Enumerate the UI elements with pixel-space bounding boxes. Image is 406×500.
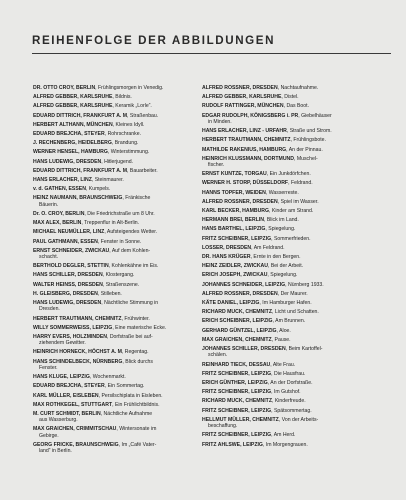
- work-title: Alte Frau.: [272, 361, 296, 368]
- list-item: MAX GRAICHEN, CRIMMITSCHAU, Wintersonate im Gebirge.: [33, 426, 209, 439]
- list-item: KARL MÜLLER, EISLEBEN, Persilschiplata in Eisleben.: [33, 392, 163, 399]
- work-title: Ein Frühlichtbildnis.: [114, 401, 160, 408]
- list-item: HANS LUDEWIG, DRESDEN, Hitlerjugend.: [33, 158, 133, 165]
- list-item: BERTHOLD DEGLER, STETTIN, Kohlenkähne im Eis.: [33, 263, 159, 270]
- list-item: ERICH GÜNTHER, LEIPZIG, An der Dorfstraße.: [202, 379, 313, 386]
- work-title: Klostergang.: [105, 272, 135, 279]
- list-item: EDGAR RUDOLPH, KÖNIGSBERG i. PR, Giebelhäuser in Minden.: [202, 113, 378, 126]
- list-item: WILLY SOMMERWEISS, LEIPZIG, Eine materische Ecke.: [33, 324, 167, 331]
- work-title: Im „Café Vater-: [121, 441, 157, 448]
- list-item: LOSSER, DRESDEN, Am Feldrand.: [202, 244, 285, 251]
- list-item: FRITZ SCHEIBNER, LEIPZIG, Im Gutshof.: [202, 389, 301, 396]
- work-title: Steinmaurer.: [94, 177, 124, 184]
- list-item: PAUL GATHMANN, ESSEN, Fenster in Sonne.: [33, 238, 142, 245]
- work-title: Im Gutshof.: [273, 389, 301, 396]
- work-title: Spiegelung.: [270, 272, 298, 279]
- work-title: Spätsommertag.: [273, 407, 312, 414]
- photographer-name: EDUARD BREJCHA, STEYER: [33, 131, 105, 138]
- photographer-name: ALFRED ROSSNER, DRESDEN: [202, 85, 278, 91]
- list-item: HEINRICH KLUSSMANN, DORTMUND, Muschel- fischer.: [202, 156, 378, 169]
- work-title: Straße und Strom.: [289, 128, 332, 135]
- work-title: Licht und Schatten.: [274, 309, 319, 316]
- work-title-continuation: aus Wasserburg.: [39, 417, 78, 424]
- list-item: ERICH SCHEIBNER, LEIPZIG, Am Brunnen.: [202, 318, 306, 325]
- photographer-name: DR. OTTO CROY, BERLIN: [33, 85, 96, 91]
- work-title: Rohrschranke.: [107, 131, 141, 138]
- photographer-name: RICHARD MUCK, CHEMNITZ: [202, 398, 272, 405]
- photographer-name: HANS SCHILLER, DRESDEN: [33, 272, 103, 279]
- photographer-name: EDUARD DITTRICH, FRANKFURT A. M: [33, 167, 128, 174]
- work-title: Treppenflur in Alt-Berlin.: [84, 220, 140, 227]
- work-title: Die Friedrichstraße um 8 Uhr.: [87, 210, 155, 217]
- list-item: HANS BARTHEL, LEIPZIG, Spiegelung.: [202, 226, 296, 233]
- work-title: Wintersonate im: [119, 426, 157, 433]
- work-title: Keramik „Lorle“.: [115, 103, 152, 110]
- photographer-name: M. CURT SCHMIDT, BERLIN: [33, 410, 101, 417]
- list-item: HEINRICH HORNECK, HÖCHST A. M, Regentag.: [33, 349, 149, 356]
- work-title-continuation: in Minden.: [208, 118, 232, 125]
- photographer-name: FRITZ SCHEIBNER, LEIPZIG: [202, 389, 272, 396]
- photographer-name: HANNS TOPFER, WEIDEN: [202, 189, 266, 196]
- work-title: Dorfstraße bei auf-: [109, 333, 153, 340]
- work-title: Nachtaufnahme.: [280, 85, 319, 91]
- work-title-continuation: Bäuerin.: [39, 201, 59, 208]
- work-title: Nürnberg 1933.: [287, 281, 324, 288]
- photographer-name: ERNST SCHNEIDER, ZWICKAU: [33, 247, 110, 254]
- photographer-name: v. d. GATHEN, ESSEN: [33, 186, 86, 193]
- work-title: Frühlingsmorgen in Venedig.: [98, 85, 164, 91]
- list-item: HERBERT ALTHANN, MÜNCHEN, Kleines Idyll.: [33, 121, 145, 128]
- photographer-name: WILLY SOMMERWEISS, LEIPZIG: [33, 324, 113, 331]
- work-title-continuation: Fenster.: [39, 364, 58, 371]
- photographer-name: KARL BECKER, HAMBURG: [202, 208, 270, 215]
- list-item: MAX ROTHKEGEL, STUTTGART, Ein Frühlichtbildnis.: [33, 401, 160, 408]
- list-item: ERNST SCHNEIDER, ZWICKAU, Auf dem Kohlen- schacht.: [33, 248, 209, 261]
- list-item: GEORG FRICKE, BRAUNSCHWEIG, Im „Café Vater- land“ in Berlin.: [33, 442, 209, 455]
- photographer-name: FRITZ SCHEIBNER, LEIPZIG: [202, 407, 272, 414]
- work-title-continuation: Gebirge.: [39, 432, 59, 439]
- work-title: Persilschiplata in Eisleben.: [101, 392, 163, 399]
- work-title: Aufsteigendes Wetter.: [106, 229, 158, 236]
- photographer-name: H. GLEISBERG, DRESDEN: [33, 290, 98, 297]
- list-item: MICHAEL NEUMÜLLER, LINZ, Aufsteigendes Wetter.: [33, 229, 158, 236]
- list-item: FRITZ SCHEIBNER, LEIPZIG, Am Herd.: [202, 432, 296, 439]
- photographer-name: GEORG FRICKE, BRAUNSCHWEIG: [33, 441, 119, 448]
- photographer-name: HANS ERLACHER, LINZ - URFAHR: [202, 128, 287, 135]
- work-title: Stilleben.: [100, 290, 122, 297]
- work-title: Bauarbeiter.: [129, 167, 158, 174]
- work-title-continuation: schälen.: [208, 352, 228, 359]
- work-title: Ernte in den Bergen.: [253, 254, 301, 261]
- list-item: MAX GRAICHEN, CHEMNITZ, Pause.: [202, 336, 291, 343]
- photographer-name: WALTER HEINSS, DRESDEN: [33, 281, 103, 288]
- work-title: Bildnis.: [115, 94, 132, 101]
- photographer-name: RUDOLF RATTINGER, MÜNCHEN: [202, 103, 284, 110]
- work-title: Bei der Arbeit.: [270, 263, 304, 270]
- list-item: HANS LUDEWIG, DRESDEN, Nächtliche Stimmung in Dresden.: [33, 300, 209, 313]
- list-item: HANS SCHINDELBECK, NÜRNBERG, Blick durchs Fenster.: [33, 359, 209, 372]
- list-item: FRITZ AHLSWE, LEIPZIG, Im Morgengrauen.: [202, 441, 308, 448]
- photographer-name: DR. HANS KRÜGER: [202, 254, 251, 261]
- list-item: HELLMUT MÜLLER, CHEMNITZ, Von der Arbeits- beschaffung.: [202, 417, 378, 430]
- work-title: Muschel-: [296, 155, 318, 162]
- photographer-name: HANS KLUGE, LEIPZIG: [33, 374, 90, 381]
- work-title: Auf dem Kohlen-: [111, 247, 151, 254]
- list-item: EDUARD DITTRICH, FRANKFURT A. M, Bauarbeiter.: [33, 167, 158, 174]
- work-title: Regentag.: [124, 349, 149, 356]
- work-title: Spiel im Wasser.: [280, 198, 319, 205]
- list-item: FRITZ SCHEIBNER, LEIPZIG, Spätsommertag.: [202, 407, 312, 414]
- list-item: HEINZ NAUMANN, BRAUNSCHWEIG, Fränkische Bäuerin.: [33, 195, 209, 208]
- list-item: FRITZ SCHEIBNER, LEIPZIG, Die Hausfrau.: [202, 370, 306, 377]
- work-title: Das Boot.: [286, 103, 310, 110]
- work-title: Hitlerjugend.: [104, 158, 133, 165]
- list-item: HEINZ ZEIDLER, ZWICKAU, Bei der Arbeit.: [202, 263, 304, 270]
- photographer-name: HELLMUT MÜLLER, CHEMNITZ: [202, 416, 279, 423]
- work-title: Giebelhäuser: [301, 112, 332, 119]
- work-title: Am Herd.: [273, 432, 296, 439]
- photographer-name: MAX GRAICHEN, CHEMNITZ: [202, 336, 272, 343]
- work-title: Nächtliche Aufnahme: [103, 410, 153, 417]
- work-title: Sommerfrieden.: [273, 235, 311, 242]
- work-title: Eine materische Ecke.: [115, 324, 167, 331]
- work-title: Beim Kartoffel-: [288, 346, 323, 353]
- list-item: WALTER HEINSS, DRESDEN, Straßenszene.: [33, 281, 140, 288]
- work-title: Ein Sommertag.: [107, 383, 145, 390]
- photographer-name: REINHARD TIECK, DESSAU: [202, 361, 271, 368]
- photographer-name: HANS BARTHEL, LEIPZIG: [202, 226, 266, 233]
- list-item: EDUARD BREJCHA, STEYER, Rohrschranke.: [33, 131, 141, 138]
- list-item: M. CURT SCHMIDT, BERLIN, Nächtliche Aufnahme aus Wasserburg.: [33, 411, 209, 424]
- work-title: Frühwinter.: [124, 315, 150, 322]
- work-title: Wochenmarkt.: [92, 374, 126, 381]
- photographer-name: HERBERT TRAUTMANN, CHEMNITZ: [33, 315, 122, 322]
- list-item: RICHARD MUCK, CHEMNITZ, Licht und Schatten.: [202, 309, 319, 316]
- list-item: J. RECHENBERG, HEIDELBERG, Brandung.: [33, 140, 139, 147]
- photographer-name: HERMANN BREI, BERLIN: [202, 217, 264, 224]
- work-title: Am Brunnen.: [275, 318, 306, 325]
- photographer-name: ERICH SCHEIBNER, LEIPZIG: [202, 318, 273, 325]
- list-item: HANS SCHILLER, DRESDEN, Klostergang.: [33, 272, 135, 279]
- work-title: Fenster in Sonne.: [100, 238, 142, 245]
- work-title: Wasserreste.: [268, 189, 299, 196]
- list-item: H. GLEISBERG, DRESDEN, Stilleben.: [33, 290, 122, 297]
- list-item: JOHANNES SCHNEIDER, LEIPZIG, Nürnberg 1933.: [202, 281, 324, 288]
- photographer-name: PAUL GATHMANN, ESSEN: [33, 238, 98, 245]
- photographer-name: FRITZ AHLSWE, LEIPZIG: [202, 441, 263, 448]
- list-item: ALFRED ROSSNER, DRESDEN, Der Maurer.: [202, 290, 308, 297]
- work-title: Feldrand.: [290, 180, 313, 187]
- work-title: An der Pinnau.: [288, 146, 323, 153]
- left-column: [33, 85, 209, 457]
- photographer-name: FRITZ SCHEIBNER, LEIPZIG: [202, 235, 272, 242]
- photographer-name: KARL MÜLLER, EISLEBEN: [33, 392, 99, 399]
- list-item: DR. OTTO CROY, BERLIN, Frühlingsmorgen in Venedig.: [33, 85, 164, 91]
- work-title: Die Hausfrau.: [273, 370, 306, 377]
- photographer-name: FRITZ SCHEIBNER, LEIPZIG: [202, 432, 272, 439]
- list-item: HERBERT TRAUTMANN, CHEMNITZ, Frühlingsbote.: [202, 137, 326, 144]
- list-item: EDUARD BREJCHA, STEYER, Ein Sommertag.: [33, 383, 145, 390]
- list-item: HARRY EVERS, HOLZMINDEN, Dorfstraße bei auf- ziehendem Gewitter.: [33, 334, 209, 347]
- work-title: Winterstimmung.: [110, 149, 150, 156]
- work-title: Kohlenkähne im Eis.: [111, 263, 159, 270]
- photographer-name: MAX ROTHKEGEL, STUTTGART: [33, 401, 113, 408]
- photographer-name: ALFRED GEBBER, KARLSRUHE: [33, 103, 113, 110]
- photographer-name: HANS ERLACHER, LINZ: [33, 177, 92, 184]
- list-item: ALFRED ROSSNER, DRESDEN, Spiel im Wasser.: [202, 198, 319, 205]
- photographer-name: ERICH GÜNTHER, LEIPZIG: [202, 379, 268, 386]
- work-title: Frühlingsbote.: [293, 137, 326, 144]
- photographer-name: HARRY EVERS, HOLZMINDEN: [33, 333, 107, 340]
- work-title: Kumpels.: [88, 186, 111, 193]
- list-item: RICHARD MUCK, CHEMNITZ, Kinderfreude.: [202, 398, 306, 405]
- work-title: Pause.: [274, 336, 291, 343]
- photographer-name: HANS SCHINDELBECK, NÜRNBERG: [33, 358, 123, 365]
- work-title: Distel.: [284, 94, 299, 101]
- photographer-name: J. RECHENBERG, HEIDELBERG: [33, 140, 112, 147]
- photographer-name: WERNER H. STORP, DÜSSELDORF: [202, 180, 289, 187]
- photographer-name: HANS LUDEWIG, DRESDEN: [33, 300, 102, 307]
- list-item: HERMANN BREI, BERLIN, Blick im Land.: [202, 217, 299, 224]
- work-title-continuation: schacht.: [39, 254, 59, 261]
- photographer-name: MAX ALEX, BERLIN: [33, 220, 82, 227]
- work-title: Im Hamburger Hafen.: [262, 300, 312, 307]
- list-item: ALFRED GEBBER, KARLSRUHE, Keramik „Lorle“.: [33, 103, 152, 110]
- work-title: Fränkische: [125, 195, 151, 202]
- page-title: REIHENFOLGE DER ABBILDUNGEN: [32, 34, 276, 47]
- photographer-name: HEINZ ZEIDLER, ZWICKAU: [202, 263, 268, 270]
- work-title-continuation: land“ in Berlin.: [39, 448, 72, 455]
- photographer-name: HERBERT TRAUTMANN, CHEMNITZ: [202, 137, 291, 144]
- work-title: Kinderfreude.: [274, 398, 306, 405]
- photographer-name: ALFRED GEBBER, KARLSRUHE: [202, 94, 282, 101]
- list-item: GERHARD GÜNTZEL, LEIPZIG, Aloe.: [202, 327, 291, 334]
- photographer-name: Dr. O. CROY, BERLIN: [33, 210, 85, 217]
- list-item: FRITZ SCHEIBNER, LEIPZIG, Sommerfrieden.: [202, 235, 311, 242]
- work-title: Aloe.: [279, 327, 291, 334]
- list-item: KÄTE DANIEL, LEIPZIG, Im Hamburger Hafen.: [202, 300, 312, 307]
- work-title-continuation: beschaffung.: [208, 423, 238, 430]
- list-item: WERNER HENSEL, HAMBURG, Winterstimmung.: [33, 149, 150, 156]
- photographer-name: EDUARD BREJCHA, STEYER: [33, 383, 105, 390]
- photographer-name: ERNST KUNTZE, TORGAU: [202, 171, 267, 178]
- work-title: Kleines Idyll.: [115, 121, 145, 128]
- list-item: WERNER H. STORP, DÜSSELDORF, Feldrand.: [202, 180, 313, 187]
- title-divider: [32, 53, 391, 54]
- list-item: REINHARD TIECK, DESSAU, Alte Frau.: [202, 361, 296, 368]
- list-item: HERBERT TRAUTMANN, CHEMNITZ, Frühwinter.: [33, 315, 150, 322]
- photographer-name: ALFRED ROSSNER, DRESDEN: [202, 198, 278, 205]
- work-title: Kinder am Strand.: [271, 208, 314, 215]
- list-item: RUDOLF RATTINGER, MÜNCHEN, Das Boot.: [202, 103, 310, 110]
- list-item: DR. HANS KRÜGER, Ernte in den Bergen.: [202, 254, 301, 261]
- list-item: EDUARD DITTRICH, FRANKFURT A. M, Straßenbau.: [33, 112, 159, 119]
- right-column: [202, 85, 378, 451]
- work-title: Blick im Land.: [266, 217, 299, 224]
- list-item: v. d. GATHEN, ESSEN, Kumpels.: [33, 186, 111, 193]
- work-title: An der Dorfstraße.: [270, 379, 313, 386]
- photographer-name: HERBERT ALTHANN, MÜNCHEN: [33, 121, 113, 128]
- work-title: Spiegelung.: [268, 226, 296, 233]
- photographer-name: FRITZ SCHEIBNER, LEIPZIG: [202, 370, 272, 377]
- list-item: Dr. O. CROY, BERLIN, Die Friedrichstraße um 8 Uhr.: [33, 210, 155, 217]
- photographer-name: MATHILDE RAKENIUS, HAMBURG: [202, 146, 287, 153]
- photographer-name: MAX GRAICHEN, CRIMMITSCHAU: [33, 426, 117, 433]
- photographer-name: LOSSER, DRESDEN: [202, 244, 252, 251]
- list-item: ALFRED ROSSNER, DRESDEN, Nachtaufnahme.: [202, 85, 319, 91]
- photographer-name: HEINRICH KLUSSMANN, DORTMUND: [202, 155, 294, 162]
- photographer-name: RICHARD MUCK, CHEMNITZ: [202, 309, 272, 316]
- photographer-name: EDUARD DITTRICH, FRANKFURT A. M: [33, 112, 128, 119]
- list-item: MATHILDE RAKENIUS, HAMBURG, An der Pinnau.: [202, 146, 323, 153]
- photographer-name: HANS LUDEWIG, DRESDEN: [33, 158, 102, 165]
- photographer-name: HEINZ NAUMANN, BRAUNSCHWEIG: [33, 195, 123, 202]
- work-title: Am Feldrand.: [253, 244, 285, 251]
- work-title: Von der Arbeits-: [281, 416, 319, 423]
- work-title-continuation: Dresden.: [39, 306, 60, 313]
- list-item: HANS ERLACHER, LINZ, Steinmaurer.: [33, 177, 124, 184]
- photographer-name: EDGAR RUDOLPH, KÖNIGSBERG i. PR: [202, 112, 299, 119]
- work-title: Nächtliche Stimmung in: [104, 300, 159, 307]
- list-item: ALFRED GEBBER, KARLSRUHE, Distel.: [202, 94, 299, 101]
- photographer-name: JOHANNES SCHILLER, DRESDEN: [202, 346, 286, 353]
- work-title-continuation: ziehendem Gewitter.: [39, 340, 86, 347]
- list-item: HANNS TOPFER, WEIDEN, Wasserreste.: [202, 189, 299, 196]
- photographer-name: ERICH JOSEPH, ZWICKAU: [202, 272, 268, 279]
- work-title: Straßenbau.: [129, 112, 159, 119]
- work-title-continuation: fischer.: [208, 162, 225, 169]
- photographer-name: WERNER HENSEL, HAMBURG: [33, 149, 108, 156]
- photographer-name: BERTHOLD DEGLER, STETTIN: [33, 263, 109, 270]
- list-item: KARL BECKER, HAMBURG, Kinder am Strand.: [202, 208, 314, 215]
- list-item: MAX ALEX, BERLIN, Treppenflur in Alt-Berlin.: [33, 220, 140, 227]
- photographer-name: JOHANNES SCHNEIDER, LEIPZIG: [202, 281, 286, 288]
- list-item: ERNST KUNTZE, TORGAU, Ein Junkdörfchen.: [202, 171, 311, 178]
- photographer-name: KÄTE DANIEL, LEIPZIG: [202, 300, 260, 307]
- photographer-name: ALFRED GEBBER, KARLSRUHE: [33, 94, 113, 101]
- work-title: Blick durchs: [125, 358, 153, 365]
- work-title: Ein Junkdörfchen.: [269, 171, 311, 178]
- work-title: Brandung.: [114, 140, 139, 147]
- work-title: Im Morgengrauen.: [265, 441, 308, 448]
- list-item: HANS KLUGE, LEIPZIG, Wochenmarkt.: [33, 374, 126, 381]
- list-item: JOHANNES SCHILLER, DRESDEN, Beim Kartoffel- schälen.: [202, 346, 378, 359]
- list-item: ERICH JOSEPH, ZWICKAU, Spiegelung.: [202, 272, 298, 279]
- list-item: HANS ERLACHER, LINZ - URFAHR, Straße und Strom.: [202, 128, 332, 135]
- work-title: Straßenszene.: [105, 281, 140, 288]
- photographer-name: GERHARD GÜNTZEL, LEIPZIG: [202, 327, 277, 334]
- photographer-name: MICHAEL NEUMÜLLER, LINZ: [33, 229, 105, 236]
- photographer-name: HEINRICH HORNECK, HÖCHST A. M: [33, 349, 122, 356]
- work-title: Der Maurer.: [280, 290, 308, 297]
- list-item: ALFRED GEBBER, KARLSRUHE, Bildnis.: [33, 94, 132, 101]
- photographer-name: ALFRED ROSSNER, DRESDEN: [202, 290, 278, 297]
